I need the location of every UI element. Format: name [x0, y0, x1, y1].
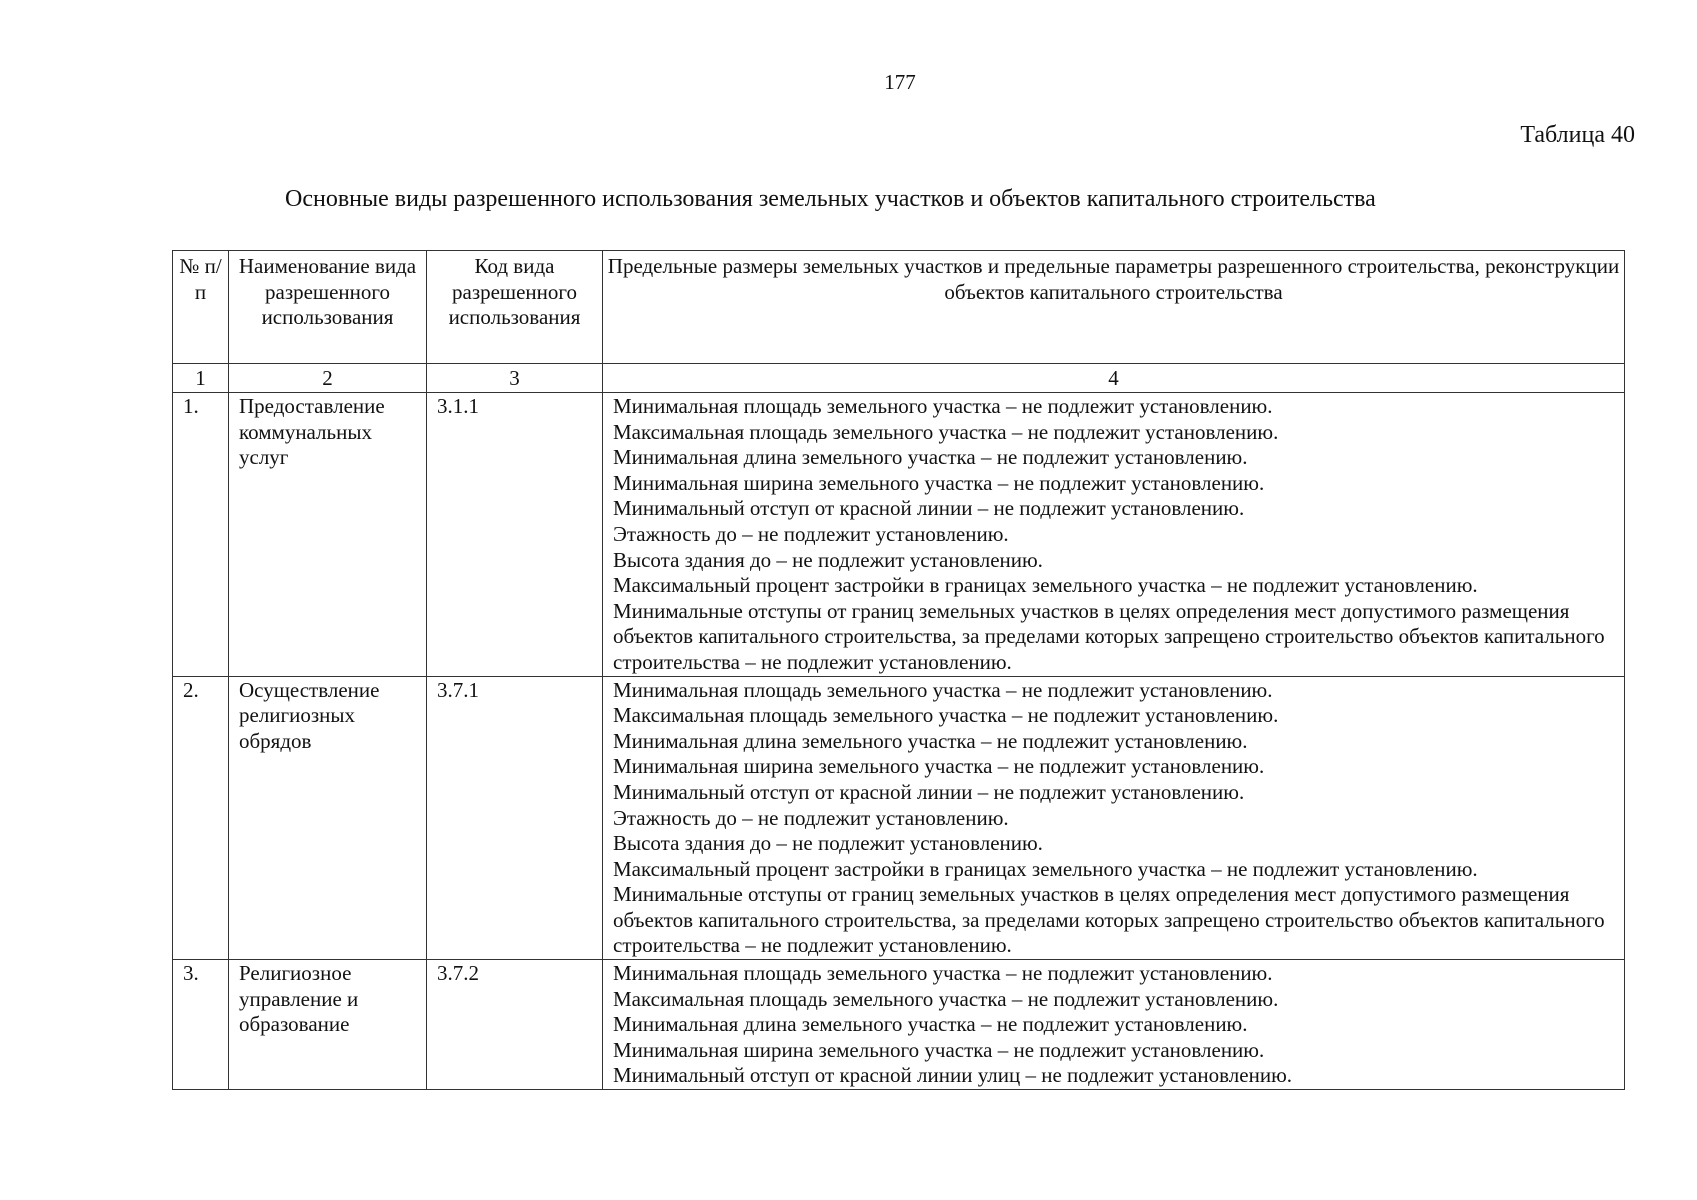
parameter-line: Минимальная длина земельного участка – не подлежит установлению. — [613, 445, 1248, 470]
column-number: 2 — [229, 364, 427, 393]
parameter-line: Максимальная площадь земельного участка – не подлежит установлению. — [613, 419, 1279, 444]
usage-code: 3.1.1 — [427, 393, 603, 677]
parameter-line: Максимальный процент застройки в границах земельного участка – не подлежит установлению. — [613, 573, 1478, 598]
table-row — [173, 960, 1625, 1090]
parameter-line: Этажность до – не подлежит установлению. — [613, 521, 1009, 546]
parameter-line: Минимальный отступ от красной линии улиц – не подлежит установлению. — [613, 1063, 1293, 1088]
usage-code: 3.7.2 — [427, 960, 603, 1090]
table-header-row — [173, 251, 1625, 364]
column-number: 1 — [173, 364, 229, 393]
parameter-line: Минимальная площадь земельного участка – не подлежит установлению. — [613, 394, 1273, 418]
column-number: 3 — [427, 364, 603, 393]
parameters-cell — [603, 676, 1625, 960]
table-title: Основные виды разрешенного использования земельных участков и объектов капитального строительства — [285, 186, 1376, 212]
usage-code: 3.7.1 — [427, 676, 603, 960]
parameter-line: Минимальные отступы от границ земельных участков в целях определения мест допустимого размещения объектов капитального строительства, за пределами которых запрещено строительство объектов капитального строительства – не подлежит установлению. — [613, 882, 1605, 958]
page-number: 177 — [884, 70, 916, 94]
parameter-line: Минимальная ширина земельного участка – не подлежит установлению. — [613, 1037, 1265, 1062]
parameter-line: Максимальная площадь земельного участка – не подлежит установлению. — [613, 986, 1279, 1011]
parameters-cell — [603, 393, 1625, 677]
parameter-line: Минимальный отступ от красной линии – не подлежит установлению. — [613, 496, 1245, 521]
parameter-line: Минимальная ширина земельного участка – не подлежит установлению. — [613, 470, 1265, 495]
header-usage-name: Наименование вида разрешенного использования — [229, 251, 427, 364]
regulations-table — [172, 250, 1625, 1090]
parameters-cell — [603, 960, 1625, 1090]
usage-name: Осуществление религиозных обрядов — [229, 676, 427, 960]
column-number-row — [173, 364, 1625, 393]
parameter-line: Минимальный отступ от красной линии – не подлежит установлению. — [613, 779, 1245, 804]
header-number: № п/п — [173, 251, 229, 364]
usage-name: Религиозное управление и образование — [229, 960, 427, 1090]
parameter-line: Максимальная площадь земельного участка – не подлежит установлению. — [613, 703, 1279, 728]
parameter-line: Минимальная длина земельного участка – не подлежит установлению. — [613, 728, 1248, 753]
table-label: Таблица 40 — [1520, 122, 1635, 148]
parameter-line: Минимальная длина земельного участка – не подлежит установлению. — [613, 1012, 1248, 1037]
usage-name: Предоставление коммунальных услуг — [229, 393, 427, 677]
row-number: 3. — [173, 960, 229, 1090]
column-number: 4 — [603, 364, 1625, 393]
header-usage-code: Код вида разрешенного использования — [427, 251, 603, 364]
parameter-line: Минимальная площадь земельного участка – не подлежит установлению. — [613, 961, 1273, 986]
parameter-line: Минимальные отступы от границ земельных участков в целях определения мест допустимого размещения объектов капитального строительства, за пределами которых запрещено строительство объектов капитального строительства – не подлежит установлению. — [613, 598, 1605, 674]
parameter-line: Высота здания до – не подлежит установлению. — [613, 831, 1043, 856]
row-number: 2. — [173, 676, 229, 960]
header-parameters: Предельные размеры земельных участков и предельные параметры разрешенного строительства, реконструкции объектов капитального строительства — [603, 251, 1625, 364]
row-number: 1. — [173, 393, 229, 677]
parameter-line: Минимальная площадь земельного участка – не подлежит установлению. — [613, 677, 1273, 702]
parameter-line: Высота здания до – не подлежит установлению. — [613, 547, 1043, 572]
parameter-line: Этажность до – не подлежит установлению. — [613, 805, 1009, 830]
parameter-line: Минимальная ширина земельного участка – не подлежит установлению. — [613, 754, 1265, 779]
table-row — [173, 393, 1625, 677]
parameter-line: Максимальный процент застройки в границах земельного участка – не подлежит установлению. — [613, 856, 1478, 881]
table-row — [173, 676, 1625, 960]
